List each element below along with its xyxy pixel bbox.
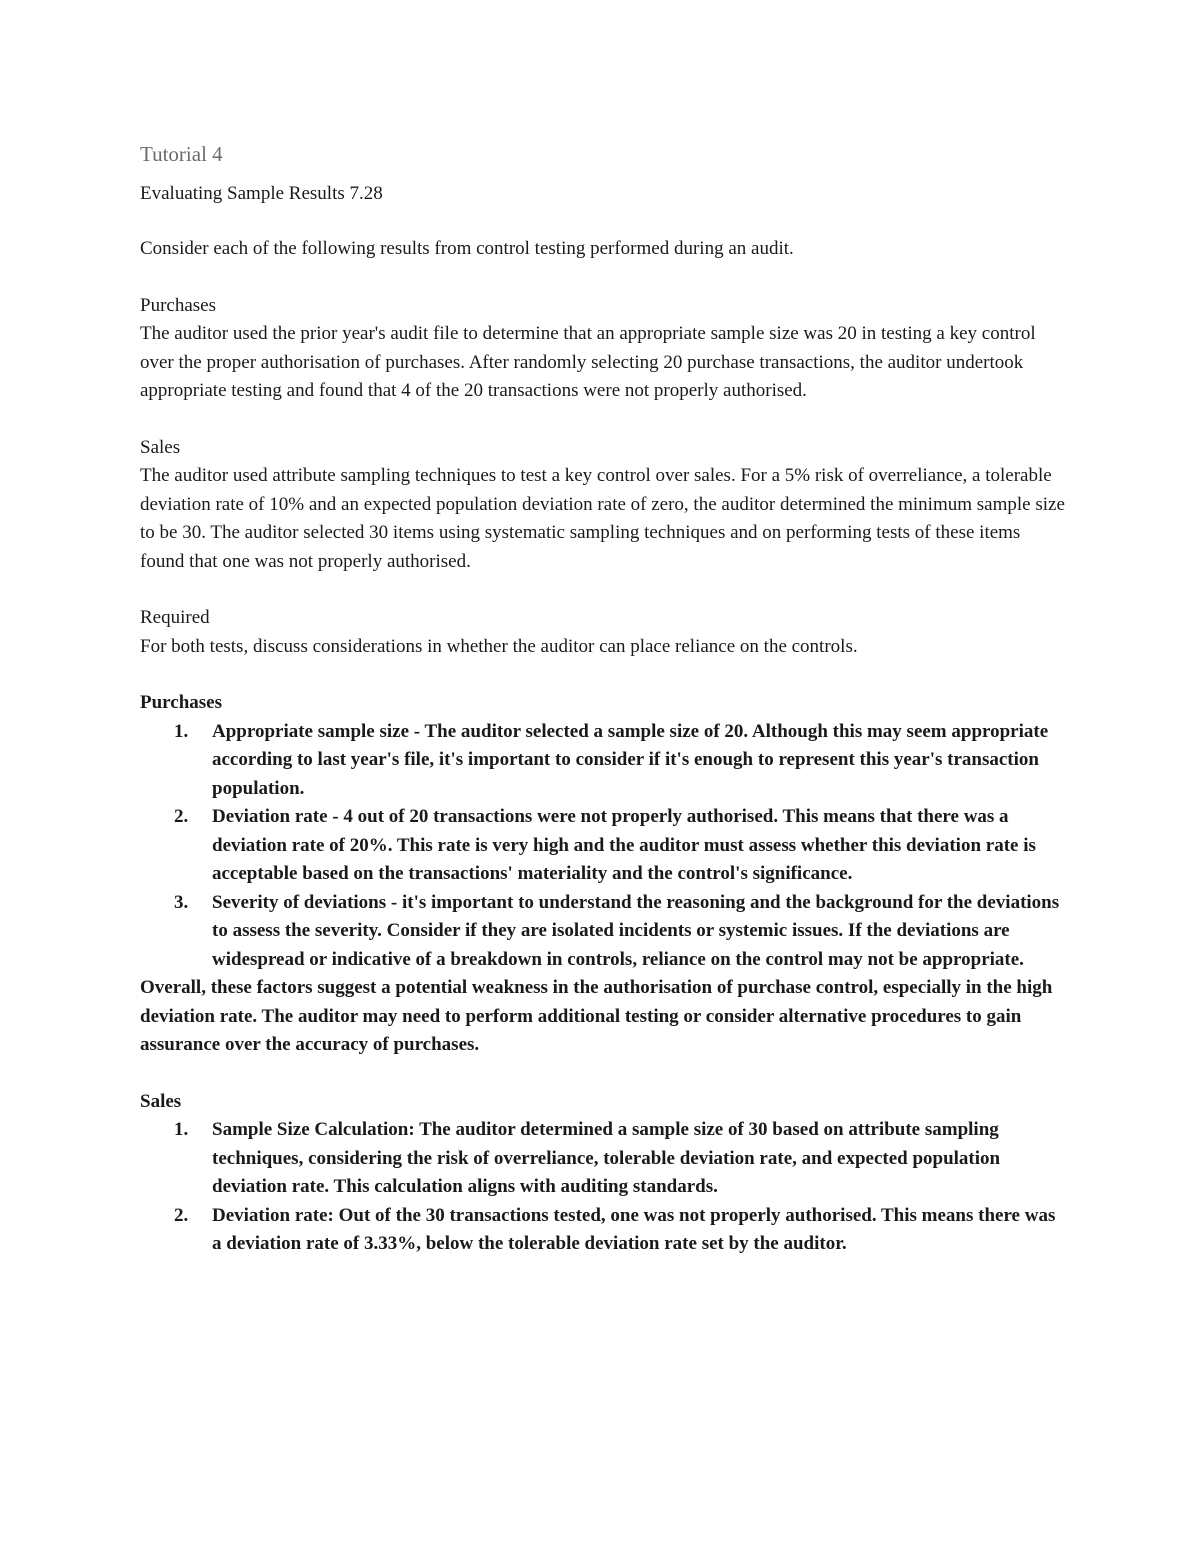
list-item (174, 889, 1065, 975)
spacer (140, 264, 1065, 292)
answer-purchases-heading: Purchases (140, 692, 222, 713)
case-sales-heading: Sales (140, 436, 181, 458)
required-section (140, 604, 1065, 661)
list-item-text: Appropriate sample size - The auditor selected a sample size of 20. Although this may seem appropriate according to last year's file, it's important to consider if it's enough to represent this year's transaction population. (212, 720, 1049, 799)
document-subtitle: Evaluating Sample Results 7.28 (140, 183, 383, 204)
list-item-number: 2. (174, 1204, 189, 1226)
list-item-text: Deviation rate - 4 out of 20 transactions were not properly authorised. This means that there was a deviation rate of 20%. This rate is very high and the auditor must assess whether this deviation rate is acceptable based on the transactions' materiality and the control's significance. (212, 806, 1036, 884)
answer-purchases (140, 689, 1065, 1060)
case-purchases-heading: Purchases (140, 294, 216, 316)
answer-sales (140, 1088, 1065, 1259)
list-item (174, 803, 1065, 889)
answer-sales-heading: Sales (140, 1090, 182, 1112)
case-purchases-body: The auditor used the prior year's audit file to determine that an appropriate sample size was 20 in testing a key control over the proper authorisation of purchases. After randomly selecting 20 purchase transactions, the auditor undertook appropriate testing and found that 4 of the 20 transactions were not properly authorised. (140, 323, 1036, 401)
spacer (140, 1060, 1065, 1088)
list-item-number: 3. (174, 891, 189, 913)
list-item (174, 1116, 1065, 1202)
spacer (140, 406, 1065, 434)
document-title: Tutorial 4 (140, 142, 223, 166)
list-item (174, 718, 1065, 804)
list-item-text: Severity of deviations - it's important to understand the reasoning and the background for the deviations to assess the severity. Consider if they are isolated incidents or systemic issues. If the deviations are widespread or indicative of a breakdown in controls, reliance on the control may not be appropriate. (212, 891, 1060, 970)
list-item-text: Sample Size Calculation: The auditor determined a sample size of 30 based on attribute sampling techniques, considering the risk of overreliance, tolerable deviation rate, and expected population deviation rate. This calculation aligns with auditing standards. (212, 1119, 1001, 1197)
answer-purchases-list (140, 718, 1065, 975)
list-item-number: 1. (174, 1119, 189, 1140)
spacer (140, 661, 1065, 689)
list-item (174, 1202, 1065, 1259)
case-sales (140, 434, 1065, 577)
intro-paragraph: Consider each of the following results from control testing performed during an audit. (140, 238, 794, 259)
list-item-number: 2. (174, 806, 189, 827)
required-heading: Required (140, 607, 210, 628)
document-body (140, 140, 1065, 1259)
list-item-number: 1. (174, 720, 189, 742)
case-purchases (140, 292, 1065, 406)
answer-sales-list (140, 1116, 1065, 1259)
list-item-text: Deviation rate: Out of the 30 transactions tested, one was not properly authorised. This means there was a deviation rate of 3.33%, below the tolerable deviation rate set by the auditor. (212, 1204, 1056, 1254)
answer-purchases-overall: Overall, these factors suggest a potential weakness in the authorisation of purchase control, especially in the high deviation rate. The auditor may need to perform additional testing or consider alternative procedures to gain assurance over the accuracy of purchases. (140, 977, 1053, 1055)
spacer (140, 576, 1065, 604)
required-body: For both tests, discuss considerations in whether the auditor can place reliance on the controls. (140, 635, 858, 657)
case-sales-body: The auditor used attribute sampling techniques to test a key control over sales. For a 5% risk of overreliance, a tolerable deviation rate of 10% and an expected population deviation rate of zero, the auditor determined the minimum sample size to be 30. The auditor selected 30 items using systematic sampling techniques and on performing tests of these items found that one was not properly authorised. (140, 465, 1065, 572)
